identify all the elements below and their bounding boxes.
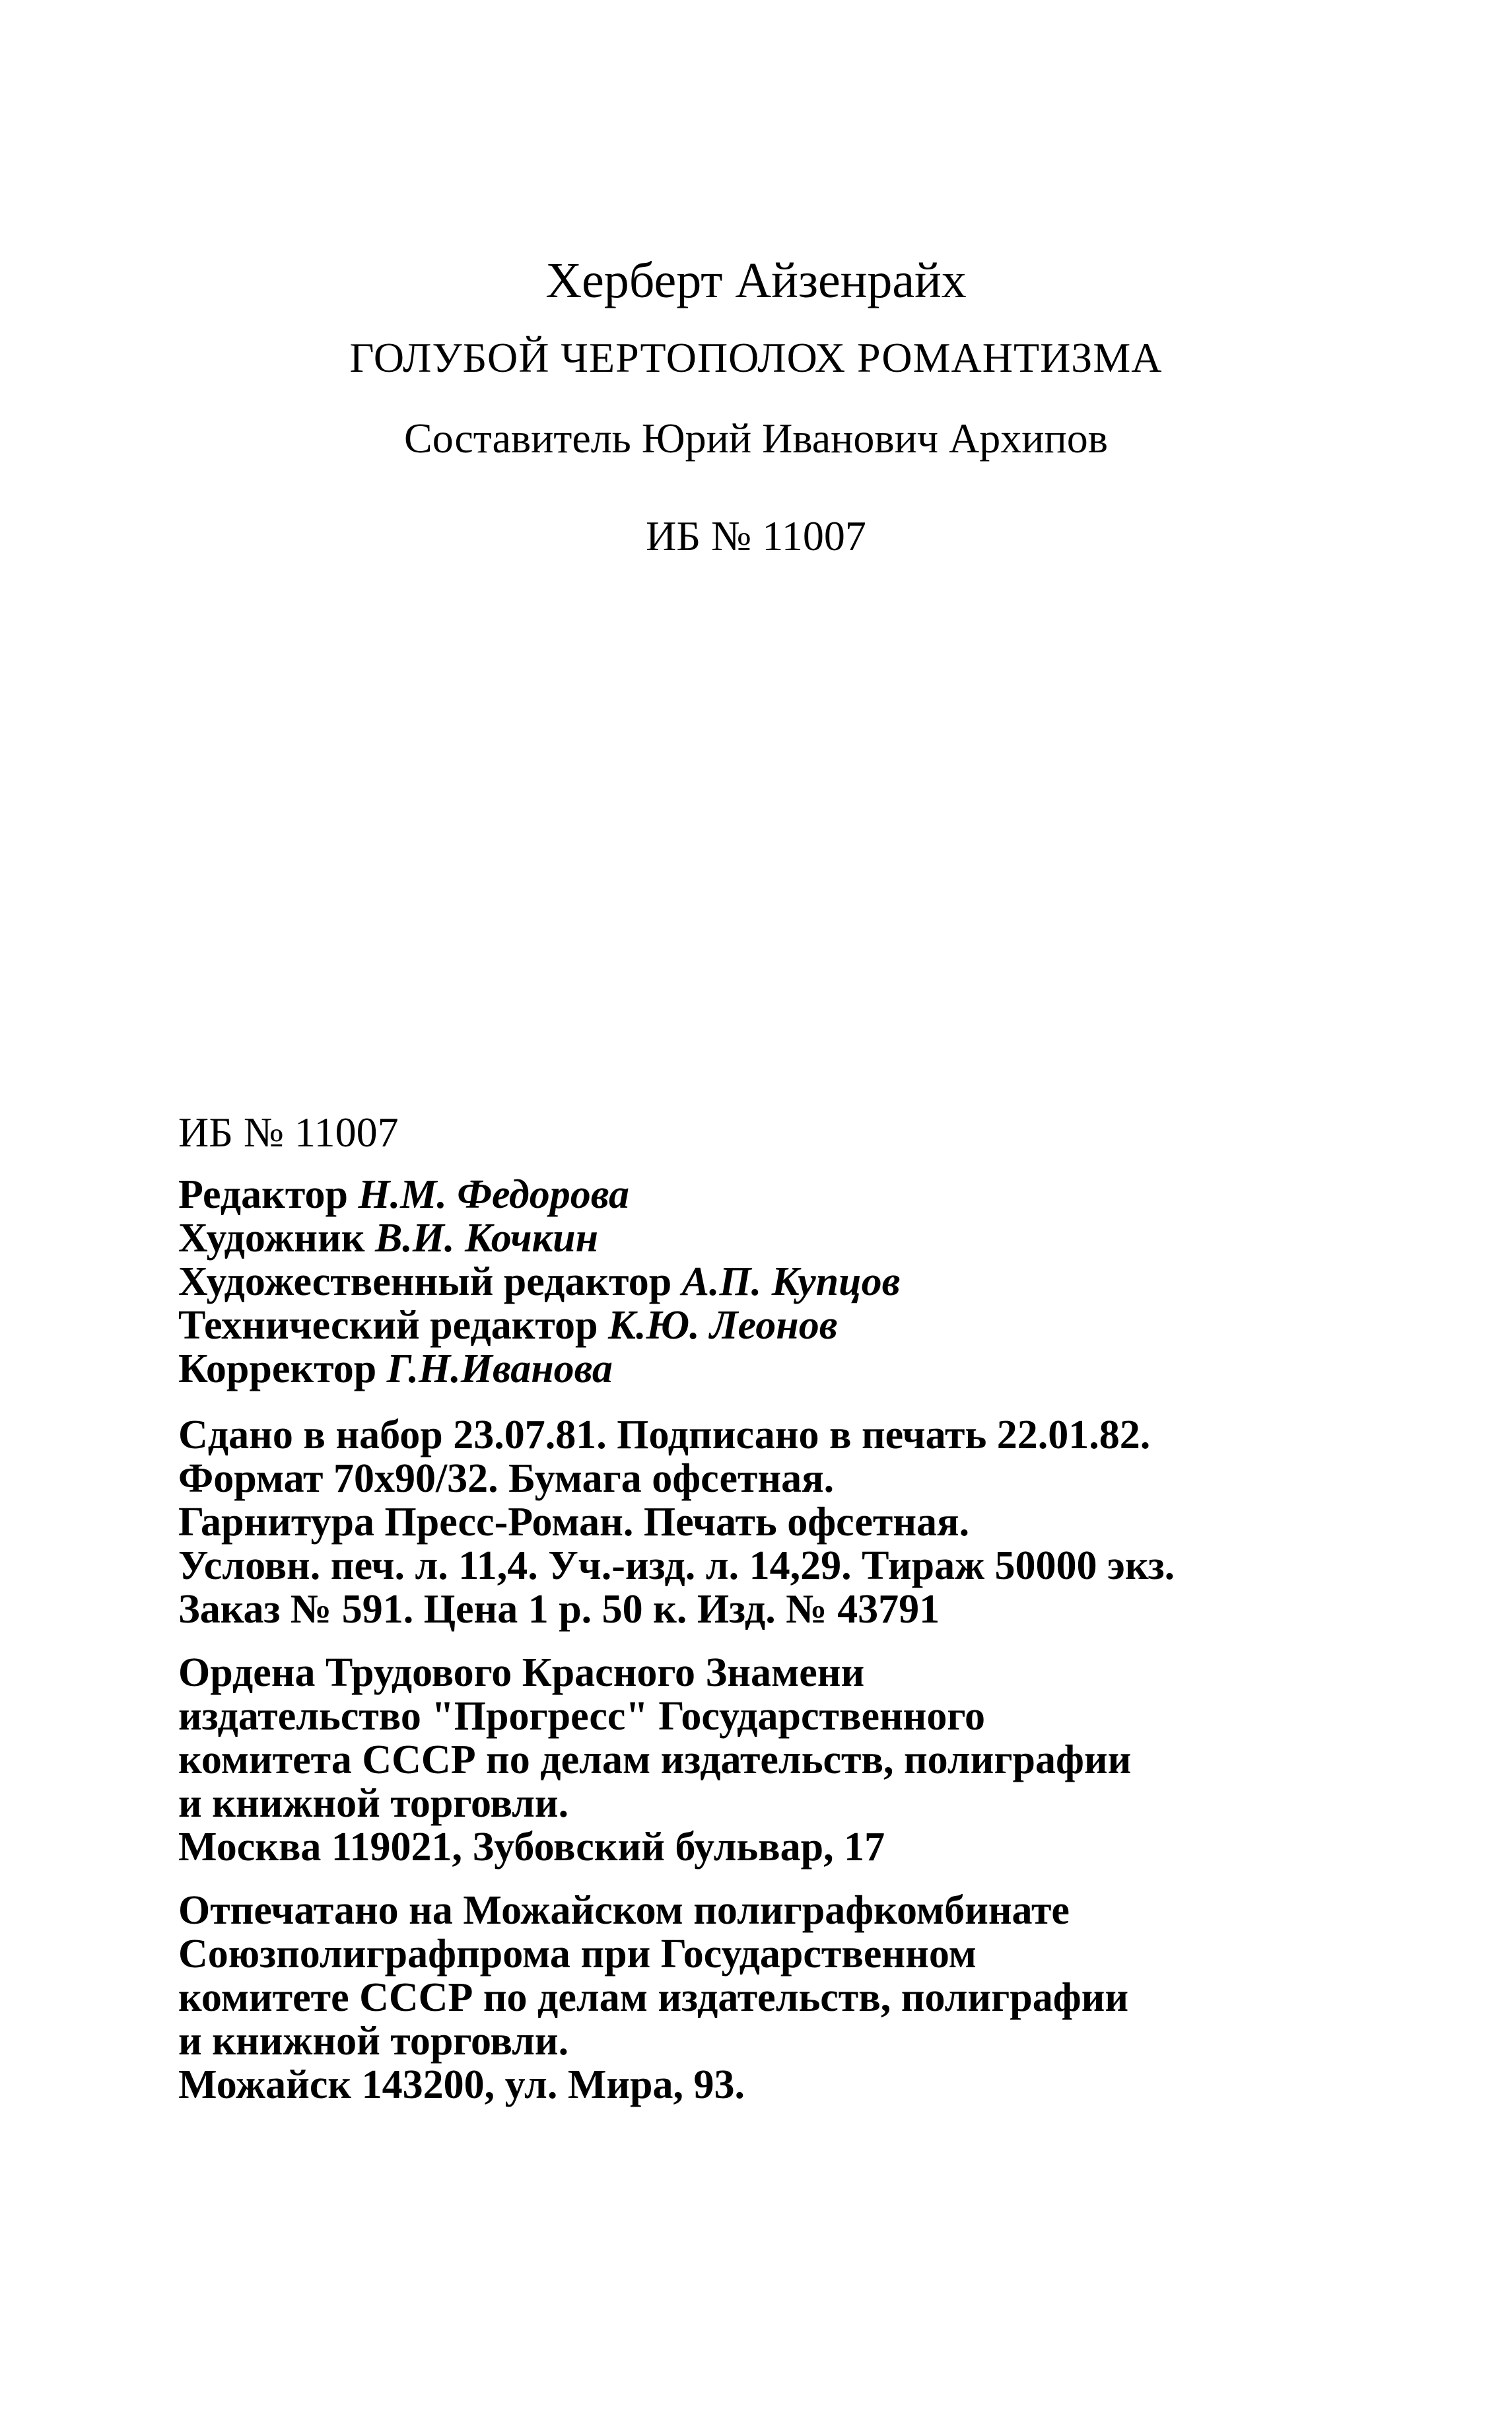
staff-role: Технический редактор: [178, 1303, 609, 1348]
publisher-line: Ордена Трудового Красного Знамени: [178, 1650, 865, 1695]
publisher-line: комитета СССР по делам издательств, полиграфии: [178, 1737, 1132, 1782]
print-data-line: Гарнитура Пресс-Роман. Печать офсетная.: [178, 1500, 970, 1545]
book-author: Херберт Айзенрайх: [545, 253, 967, 308]
publisher-line: и книжной торговли.: [178, 1781, 569, 1826]
staff-line-editor: [178, 1173, 1433, 1216]
print-data-block: [178, 1413, 1433, 1631]
printer-line: Союзполиграфпрома при Государственном: [178, 1932, 977, 1976]
printer-block: [178, 1889, 1433, 2107]
printer-line: Отпечатано на Можайском полиграфкомбинате: [178, 1888, 1070, 1933]
staff-line-technical-editor: [178, 1304, 1433, 1347]
publisher-address: Москва 119021, Зубовский бульвар, 17: [178, 1825, 885, 1870]
print-data-line: Заказ № 591. Цена 1 р. 50 к. Изд. № 43791: [178, 1587, 940, 1632]
print-data-line: Условн. печ. л. 11,4. Уч.-изд. л. 14,29. Тираж 50000 экз.: [178, 1543, 1175, 1588]
staff-line-artist: [178, 1216, 1433, 1260]
publisher-line: издательство "Прогресс" Государственного: [178, 1694, 986, 1739]
staff-name: А.П. Купцов: [681, 1259, 901, 1304]
ib-number-top: ИБ № 11007: [646, 512, 866, 559]
compiler-credit: Составитель Юрий Иванович Архипов: [404, 415, 1108, 462]
ib-number-imprint: [178, 1111, 1433, 1154]
book-title: ГОЛУБОЙ ЧЕРТОПОЛОХ РОМАНТИЗМА: [349, 334, 1163, 381]
staff-role: Корректор: [178, 1346, 387, 1391]
printer-address: Можайск 143200, ул. Мира, 93.: [178, 2062, 745, 2107]
staff-name: Г.Н.Иванова: [386, 1346, 613, 1391]
staff-line-art-editor: [178, 1260, 1433, 1304]
staff-role: Художественный редактор: [178, 1259, 682, 1304]
printer-line: комитете СССР по делам издательств, полиграфии: [178, 1975, 1129, 2020]
staff-role: Художник: [178, 1216, 375, 1261]
print-data-line: Сдано в набор 23.07.81. Подписано в печать 22.01.82.: [178, 1413, 1151, 1457]
publisher-block: [178, 1651, 1433, 1869]
staff-credits: [178, 1173, 1433, 1391]
staff-role: Редактор: [178, 1172, 359, 1217]
staff-name: В.И. Кочкин: [374, 1216, 598, 1261]
staff-name: К.Ю. Леонов: [608, 1303, 838, 1348]
ib-number-text: ИБ № 11007: [178, 1109, 399, 1156]
print-data-line: Формат 70x90/32. Бумага офсетная.: [178, 1456, 835, 1501]
staff-line-proofreader: [178, 1347, 1433, 1391]
printer-line: и книжной торговли.: [178, 2019, 569, 2064]
staff-name: Н.М. Федорова: [358, 1172, 630, 1217]
